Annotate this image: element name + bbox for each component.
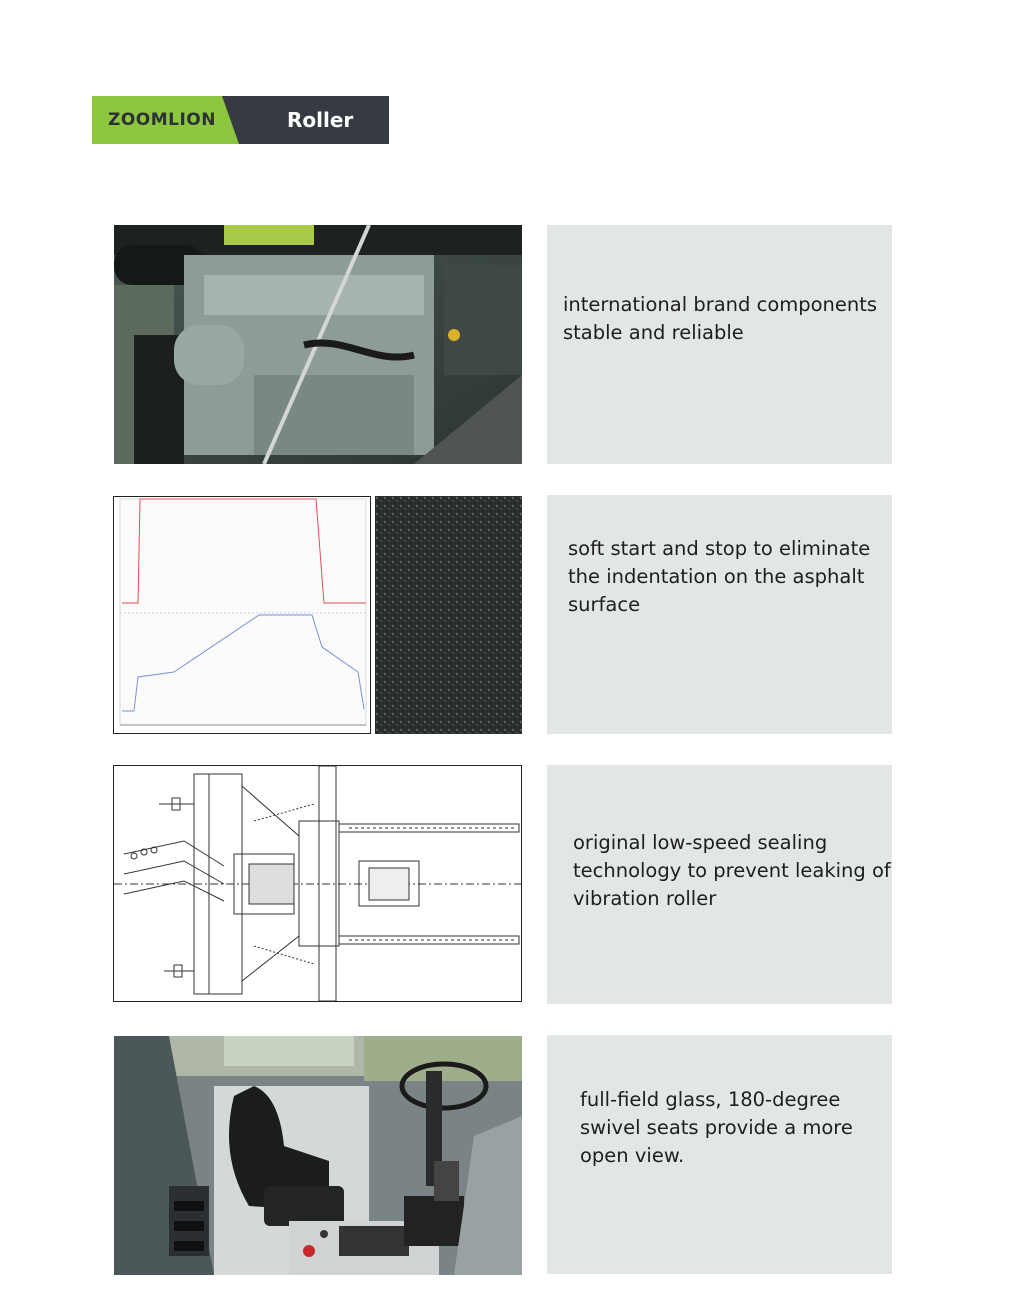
- feature-panel-3: [547, 765, 892, 1004]
- brand-logo: ZOOMLION: [108, 110, 216, 130]
- feature-panel-2: [547, 495, 892, 734]
- feature-panel-1: [547, 225, 892, 464]
- engine-photo: [114, 225, 522, 464]
- product-title: Roller: [287, 108, 354, 132]
- feature-text-3: original low-speed sealing technology to prevent leaking of vibration roller: [573, 831, 891, 910]
- feature-panel-4: [547, 1035, 892, 1274]
- feature-text-1: international brand components stable and reliable: [563, 293, 878, 344]
- feature-text-2: soft start and stop to eliminate the indentation on the asphalt surface: [568, 537, 871, 616]
- soft-start-curve-plot: [113, 496, 371, 734]
- sealing-technical-drawing: [113, 765, 522, 1002]
- asphalt-texture-photo: [375, 496, 522, 734]
- brand-badge: [92, 96, 389, 144]
- feature-text-4: full-field glass, 180-degree swivel seats provide a more open view.: [580, 1088, 853, 1167]
- operator-cabin-photo: [114, 1036, 522, 1275]
